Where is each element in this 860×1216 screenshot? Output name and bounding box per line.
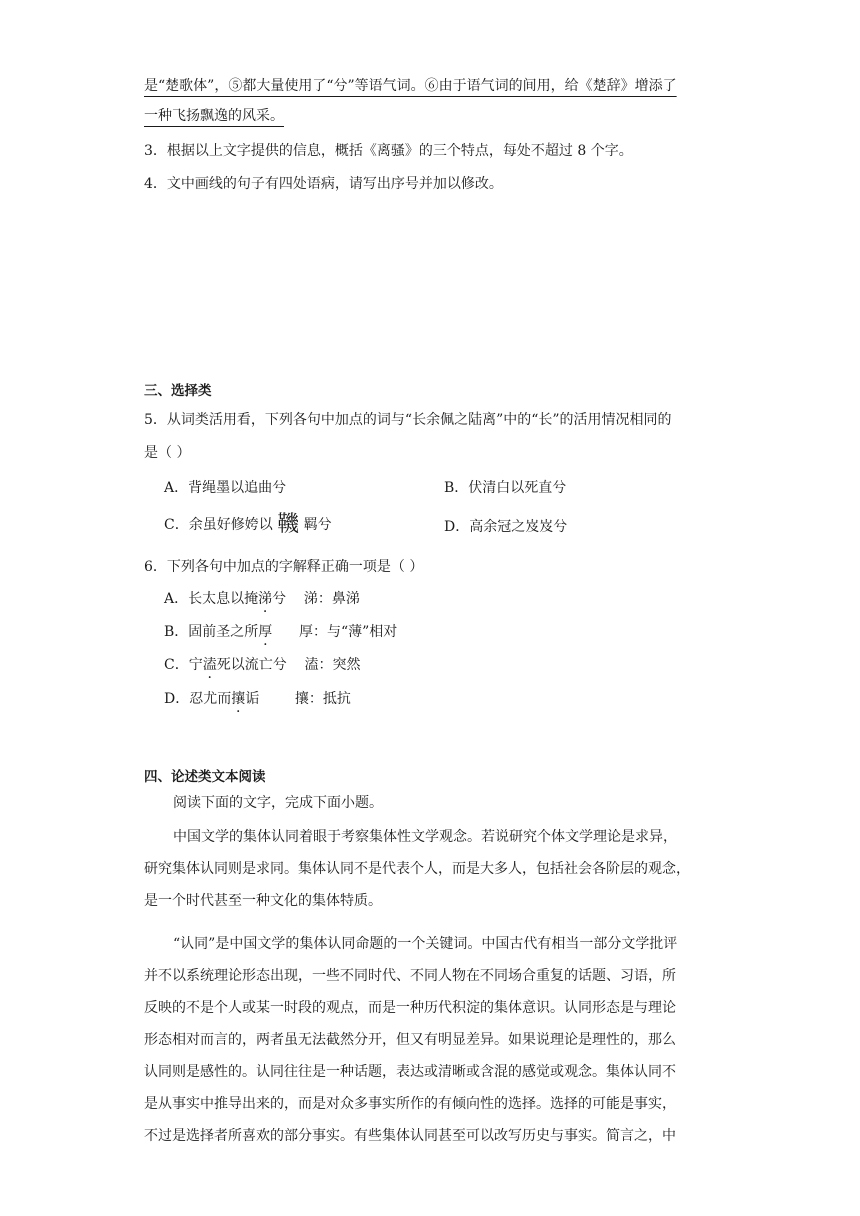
- q6-option-a-post: 兮 涕：鼻涕: [272, 591, 360, 607]
- section-3-heading: 三、选择类: [144, 383, 212, 399]
- q6-option-d-pre: D．忍尤而: [164, 691, 232, 707]
- q6-option-b-dotted-char: 厚: [258, 624, 273, 640]
- question-4: 4．文中画线的句子有四处语病，请写出序号并加以修改。: [144, 176, 503, 192]
- q5-option-c-post: 羁兮: [303, 517, 332, 533]
- passage-line: 研究集体认同则是求同。集体认同不是代表个人，而是大多人，包括社会各阶层的观念，: [144, 861, 690, 877]
- question-5-stem-line-2: 是（ ）: [144, 445, 191, 461]
- section-4-heading: 四、论述类文本阅读: [144, 769, 266, 785]
- passage-line: 并不以系统理论形态出现，一些不同时代、不同人物在不同场合重复的话题、习语，所: [144, 968, 676, 984]
- section-4-instruction: 阅读下面的文字，完成下面小题。: [173, 795, 383, 811]
- q6-option-b: [164, 622, 397, 642]
- q6-option-a: [164, 589, 360, 609]
- question-5-stem-line-1: 5．从词类活用看，下列各句中加点的词与“长余佩之陆离”中的“长”的活用情况相同的: [144, 412, 672, 428]
- passage-line: 形态相对而言的，两者虽无法截然分开，但又有明显差异。如果说理论是理性的，那么: [144, 1032, 676, 1048]
- underlined-sentence-line-1: 是“楚歌体”，⑤都大量使用了“兮”等语气词。⑥由于语气词的间用，给《楚辞》增添了: [144, 78, 677, 94]
- passage-line: 反映的不是个人或某一时段的观点，而是一种历代积淀的集体意识。认同形态是与理论: [144, 1000, 676, 1016]
- passage-paragraph-2: [144, 928, 716, 1152]
- q6-option-b-pre: B．固前圣之所: [164, 624, 259, 640]
- passage-line: 是从事实中推导出来的，而是对众多事实所作的有倾向性的选择。选择的可能是事实，: [144, 1096, 676, 1112]
- passage-line: 认同则是感性的。认同往往是一种话题，表达或清晰或含混的感觉或观念。集体认同不: [144, 1064, 676, 1080]
- q6-option-a-pre: A．长太息以掩: [164, 591, 259, 607]
- q5-option-c-glyph: 鞿: [277, 512, 300, 537]
- q6-option-b-post: 厚：与“薄”相对: [272, 624, 398, 640]
- q5-option-a: A．背绳墨以追曲兮: [164, 480, 287, 496]
- q6-option-c-pre: C．宁: [164, 657, 203, 673]
- passage-line: 中国文学的集体认同着眼于考察集体性文学观念。若说研究个体文学理论是求异，: [173, 829, 677, 845]
- question-6-stem: 6．下列各句中加点的字解释正确一项是（ ）: [144, 559, 424, 575]
- passage-line: 不过是选择者所喜欢的部分事实。有些集体认同甚至可以改写历史与事实。简言之，中: [144, 1128, 676, 1144]
- q6-option-c-dotted-char: 溘: [202, 657, 217, 673]
- question-3: 3．根据以上文字提供的信息，概括《离骚》的三个特点，每处不超过 8 个字。: [144, 143, 633, 159]
- q6-option-c-post: 死以流亡兮 溘：突然: [216, 657, 361, 673]
- passage-paragraph-1: [144, 821, 716, 917]
- passage-line: 是一个时代甚至一种文化的集体特质。: [144, 893, 382, 909]
- q6-option-d-dotted-char: 攘: [231, 691, 246, 707]
- passage-line: “认同”是中国文学的集体认同命题的一个关键词。中国古代有相当一部分文学批评: [173, 936, 678, 952]
- q5-option-b: B．伏清白以死直兮: [444, 480, 567, 496]
- q5-option-c-pre: C．余虽好修姱以: [164, 517, 273, 533]
- underlined-sentence-line-2: 一种飞扬飘逸的风采。: [144, 108, 284, 124]
- q6-option-d: [164, 689, 351, 709]
- q6-option-d-post: 诟 攘：抵抗: [245, 691, 351, 707]
- q5-option-c: [164, 512, 332, 537]
- q6-option-c: [164, 655, 361, 675]
- q5-option-d: D．高余冠之岌岌兮: [444, 519, 568, 535]
- q6-option-a-dotted-char: 涕: [258, 591, 273, 607]
